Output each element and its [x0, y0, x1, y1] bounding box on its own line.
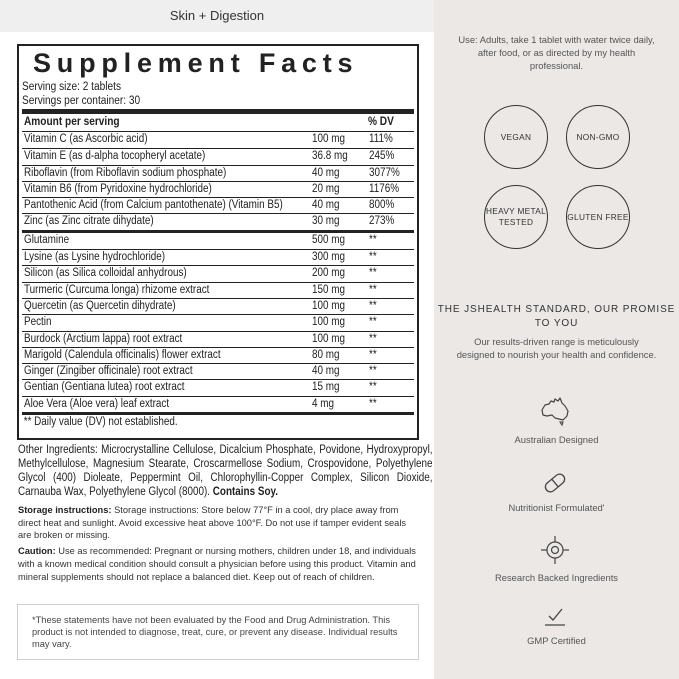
nutrient-row	[22, 265, 414, 281]
vegan-badge: VEGAN	[484, 105, 548, 169]
nutrient-name: Pantothenic Acid (from Calcium pantothenate) (Vitamin B5)	[24, 199, 283, 212]
capsule-icon	[538, 466, 572, 500]
caution-label: Caution:	[18, 546, 56, 557]
feature-label: GMP Certified	[527, 635, 586, 646]
supplement-facts-panel	[17, 44, 419, 440]
nutrient-row	[22, 181, 414, 197]
other-ingredients-text: Other Ingredients: Microcrystalline Cellulose, Dicalcium Phosphate, Povidone, Hydroxypropyl, Methylcellulose, Magnesium Stearate, Croscarmellose Sodium, Crospovidone, Polyethylene Glycol (400) Dioleate, Peppermint Oil, Chlorophyllin-Copper Complex, Silicon Dioxide, Carnauba Wax, Polyethylene Glycol (8000).	[18, 444, 433, 498]
dv-header-label: % DV	[368, 116, 394, 128]
gluten-free-badge: GLUTEN FREE	[566, 185, 630, 249]
nutrient-amount: 100 mg	[312, 316, 345, 329]
nutrient-dv: **	[369, 397, 377, 410]
nutrient-dv: 111%	[369, 133, 393, 145]
standard-title: THE JSHEALTH STANDARD, OUR PROMISE TO YOU	[437, 304, 676, 329]
product-name: Skin + Digestion	[169, 8, 265, 23]
caution-text: Use as recommended: Pregnant or nursing mothers, children under 18, and individuals with a known medical condition should consult a physician before using this product. Vitamin and mineral supplements should not replace a balanced diet. Keep out of reach of children.	[18, 546, 416, 582]
nutrient-name: Lysine (as Lysine hydrochloride)	[24, 251, 166, 264]
nutrient-dv: **	[369, 381, 377, 394]
quality-check-icon	[538, 600, 572, 634]
facts-title: Supplement Facts	[33, 48, 359, 78]
standard-text: Our results-driven range is meticulously designed to nourish your health and confidence.	[456, 336, 657, 360]
nutrient-row	[22, 213, 414, 229]
nutrient-name: Quercetin (as Quercetin dihydrate)	[24, 299, 176, 312]
nutrient-row	[22, 331, 414, 347]
nutrient-name: Vitamin C (as Ascorbic acid)	[24, 133, 148, 145]
nutrient-amount: 40 mg	[312, 199, 340, 212]
nutrient-dv: **	[369, 332, 377, 345]
nutrient-row	[22, 379, 414, 395]
facts-header-row	[22, 114, 414, 131]
nutrient-amount: 4 mg	[312, 397, 334, 410]
others-table	[22, 233, 414, 412]
nutrient-dv: 273%	[369, 215, 395, 228]
nutrient-dv: 1176%	[369, 182, 400, 195]
nutrient-row	[22, 132, 414, 148]
nutrient-dv: **	[369, 299, 377, 312]
nutrient-row	[22, 396, 414, 412]
nutrient-name: Riboflavin (from Riboflavin sodium phosphate)	[24, 166, 227, 179]
servings-per-container: Servings per container: 30	[22, 95, 141, 107]
nutrient-row	[22, 347, 414, 363]
nutrient-amount: 300 mg	[312, 251, 345, 264]
nutrient-amount: 36.8 mg	[312, 150, 348, 163]
nutrient-row	[22, 197, 414, 213]
usage-text: Use: Adults, take 1 tablet with water twice daily, after food, or as directed by my health professional.	[458, 34, 655, 71]
nutrient-row	[22, 233, 414, 249]
nutrient-row	[22, 314, 414, 330]
nutrient-dv: **	[369, 267, 377, 280]
nutrient-name: Burdock (Arctium lappa) root extract	[24, 332, 183, 345]
nutrient-amount: 100 mg	[312, 332, 345, 345]
storage-caution-block	[18, 504, 418, 586]
nutrient-row	[22, 363, 414, 379]
non-gmo-badge: NON-GMO	[566, 105, 630, 169]
nutrient-amount: 30 mg	[312, 215, 340, 228]
nutrient-name: Aloe Vera (Aloe vera) leaf extract	[24, 397, 170, 410]
right-panel	[434, 0, 679, 679]
nutrient-dv: **	[369, 348, 377, 361]
nutrient-dv: 3077%	[369, 166, 400, 179]
nutrient-amount: 100 mg	[312, 299, 345, 312]
nutrient-row	[22, 249, 414, 265]
nutrient-amount: 100 mg	[312, 133, 345, 145]
nutrient-name: Glutamine	[24, 233, 70, 246]
dv-footnote: ** Daily value (DV) not established.	[23, 416, 178, 429]
nutrient-amount: 150 mg	[312, 283, 345, 296]
nutrient-dv: **	[369, 283, 377, 296]
nutrient-amount: 200 mg	[312, 267, 345, 280]
nutrient-dv: **	[369, 251, 377, 264]
nutrient-dv: **	[369, 316, 377, 329]
other-ingredients	[18, 443, 433, 499]
australia-map-icon	[538, 393, 572, 427]
nutrient-name: Gentian (Gentiana lutea) root extract	[24, 381, 185, 394]
nutrient-name: Silicon (as Silica colloidal anhydrous)	[24, 267, 187, 280]
nutrient-name: Vitamin E (as d-alpha tocopheryl acetate)	[24, 150, 206, 163]
nutrient-amount: 20 mg	[312, 182, 340, 195]
nutrient-name: Zinc (as Zinc citrate dihydate)	[24, 215, 154, 228]
vitamins-table	[22, 132, 414, 230]
nutrient-dv: 800%	[369, 199, 395, 212]
fda-disclaimer: *These statements have not been evaluated by the Food and Drug Administration. This product is not intended to diagnose, treat, cure, or prevent any disease. Individual results may vary.	[17, 604, 419, 660]
nutrient-dv: **	[369, 233, 377, 246]
product-tab[interactable]	[0, 0, 434, 32]
nutrient-name: Ginger (Zingiber officinale) root extract	[24, 365, 193, 378]
nutrient-dv: 245%	[369, 150, 395, 163]
nutrient-row	[22, 165, 414, 181]
storage-text: Storage instructions: Store below 77°F in a cool, dry place away from direct heat and sunlight. Avoid excessive heat above 100°F. Do not use if tamper evident seals are broken or missing.	[18, 505, 407, 541]
nutrient-dv: **	[369, 365, 377, 378]
amount-per-serving-label: Amount per serving	[24, 116, 120, 128]
allergen-text: Contains Soy.	[212, 486, 279, 498]
serving-size: Serving size: 2 tablets	[22, 81, 122, 93]
nutrient-name: Pectin	[24, 316, 52, 329]
heavy-metal-badge: HEAVY METAL TESTED	[484, 185, 548, 249]
nutrient-amount: 15 mg	[312, 381, 340, 394]
nutrient-name: Turmeric (Curcuma longa) rhizome extract	[24, 283, 210, 296]
feature-label: Nutritionist Formulated'	[508, 502, 605, 513]
nutrient-amount: 500 mg	[312, 233, 345, 246]
feature-label: Research Backed Ingredients	[495, 572, 618, 583]
nutrient-row	[22, 148, 414, 164]
feature-label: Australian Designed	[514, 434, 599, 445]
nutrient-amount: 40 mg	[312, 365, 340, 378]
nutrient-row	[22, 298, 414, 314]
nutrient-row	[22, 282, 414, 298]
storage-label: Storage instructions:	[18, 505, 112, 515]
nutrient-amount: 40 mg	[312, 166, 340, 179]
nutrient-name: Marigold (Calendula officinalis) flower extract	[24, 348, 221, 361]
target-icon	[538, 533, 572, 567]
nutrient-name: Vitamin B6 (from Pyridoxine hydrochloride)	[24, 182, 212, 195]
nutrient-amount: 80 mg	[312, 348, 340, 361]
